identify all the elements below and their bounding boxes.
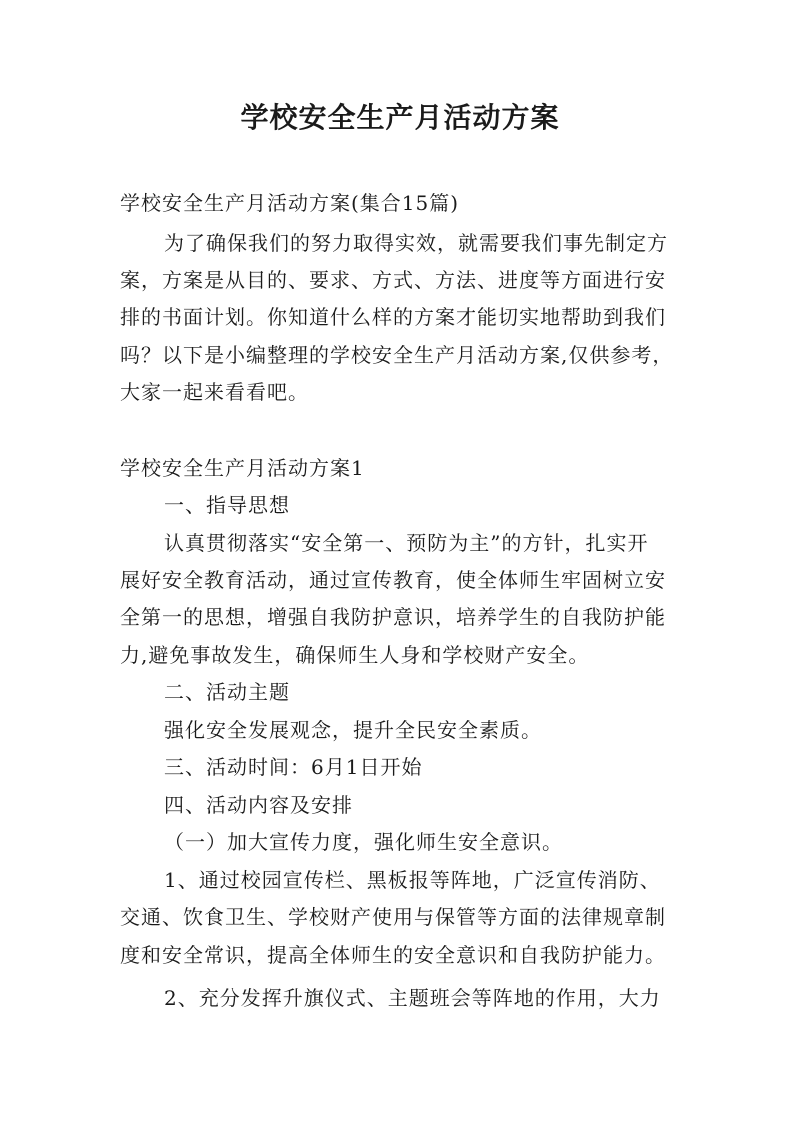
subheading: 二、活动主题 <box>164 680 290 704</box>
body-line: 展好安全教育活动，通过宣传教育，使全体师生牢固树立安 <box>120 568 666 592</box>
body-line: 交通、饮食卫生、学校财产使用与保管等方面的法律规章制 <box>120 905 666 929</box>
body-line: 认真贯彻落实“安全第一、预防为主”的方针，扎实开 <box>164 531 649 555</box>
intro-line: 大家一起来看看吧。 <box>120 380 309 404</box>
section-heading: 学校安全生产月活动方案1 <box>120 456 365 480</box>
intro-line: 吗？以下是小编整理的学校安全生产月活动方案,仅供参考， <box>120 343 674 367</box>
intro-line: 为了确保我们的努力取得实效，就需要我们事先制定方 <box>164 231 668 255</box>
body-line: 2、充分发挥升旗仪式、主题班会等阵地的作用，大力 <box>164 986 661 1010</box>
body-line: 力,避免事故发生，确保师生人身和学校财产安全。 <box>120 643 590 667</box>
body-line: 1、通过校园宣传栏、黑板报等阵地，广泛宣传消防、 <box>164 868 661 892</box>
document-title: 学校安全生产月活动方案 <box>240 101 560 134</box>
intro-line: 案，方案是从目的、要求、方式、方法、进度等方面进行安 <box>120 268 666 292</box>
intro-line: 排的书面计划。你知道什么样的方案才能切实地帮助到我们 <box>120 305 666 329</box>
body-line: 度和安全常识，提高全体师生的安全意识和自我防护能力。 <box>120 943 666 967</box>
body-line: 全第一的思想，增强自我防护意识，培养学生的自我防护能 <box>120 605 666 629</box>
subheading: 四、活动内容及安排 <box>164 793 353 817</box>
body-line: 强化安全发展观念，提升全民安全素质。 <box>164 718 542 742</box>
subtitle-line: 学校安全生产月活动方案(集合15篇) <box>120 191 460 215</box>
subheading: 三、活动时间：6月1日开始 <box>164 755 423 779</box>
body-line: （一）加大宣传力度，强化师生安全意识。 <box>164 830 563 854</box>
subheading: 一、指导思想 <box>164 493 290 517</box>
